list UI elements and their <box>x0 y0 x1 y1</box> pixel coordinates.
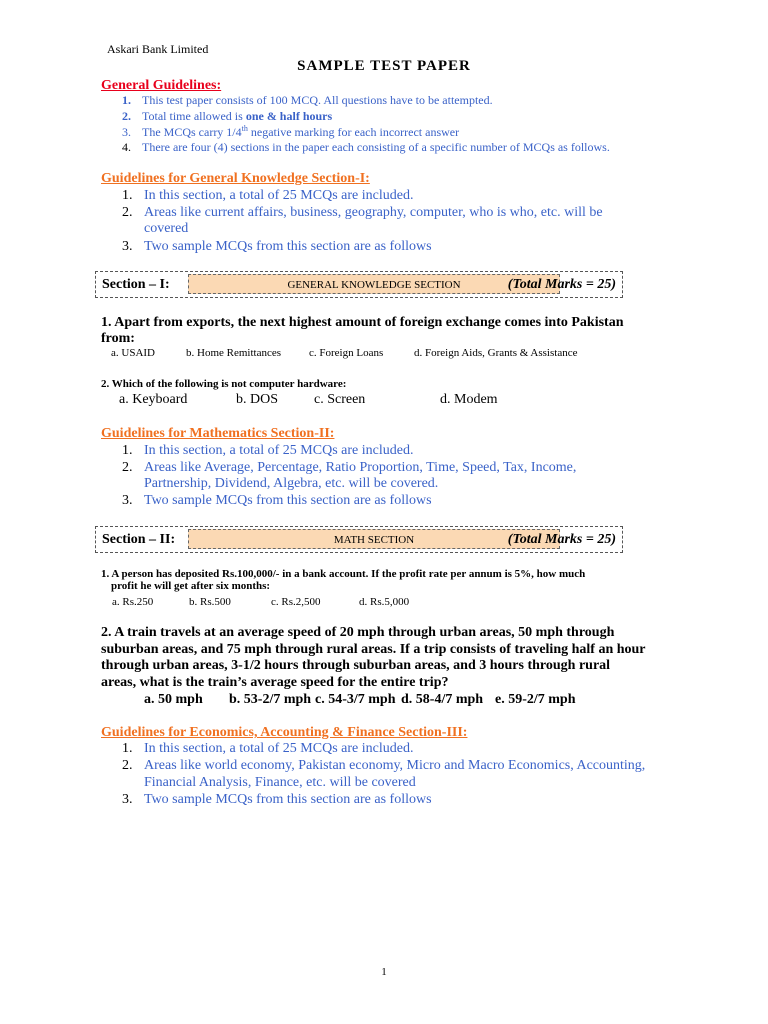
item-text: Two sample MCQs from this section are as follows <box>144 493 432 508</box>
general-guidelines-heading: General Guidelines: <box>101 78 222 93</box>
question-text: 1. Apart from exports, the next highest amount of foreign exchange comes into Pakistan <box>101 315 624 330</box>
question-text: 1. A person has deposited Rs.100,000/- in a bank account. If the profit rate per annum is 5%, how much <box>101 568 586 580</box>
item-number: 1. <box>122 443 133 458</box>
option: a. Rs.250 <box>112 596 154 608</box>
question-text: from: <box>101 331 135 346</box>
list-item <box>122 460 576 476</box>
item-number: 3. <box>122 493 133 508</box>
section-label: Section – I: <box>102 277 170 292</box>
item-number: 3. <box>122 125 131 139</box>
question-text: areas, what is the train’s average speed for the entire trip? <box>101 674 449 690</box>
option: c. Rs.2,500 <box>271 596 321 608</box>
item-text: Areas like current affairs, business, geography, computer, who is who, etc. will be <box>144 205 603 220</box>
option: c. Screen <box>314 392 366 407</box>
gk-question-1 <box>101 315 624 347</box>
item-number: 3. <box>122 239 133 254</box>
item-text: In this section, a total of 25 MCQs are included. <box>144 443 414 458</box>
page-title: SAMPLE TEST PAPER <box>297 58 471 74</box>
item-number: 3. <box>122 792 133 807</box>
section-ii-bar <box>95 526 623 553</box>
item-continuation: Financial Analysis, Finance, etc. will be covered <box>144 775 416 790</box>
item-text: negative marking for each incorrect answer <box>247 125 460 139</box>
item-number: 2. <box>122 460 133 475</box>
option: d. Modem <box>440 392 498 407</box>
list-item <box>122 758 645 774</box>
section-name: MATH SECTION <box>188 529 560 549</box>
item-text: Two sample MCQs from this section are as follows <box>144 239 432 254</box>
item-text: Areas like Average, Percentage, Ratio Proportion, Time, Speed, Tax, Income, <box>144 460 577 475</box>
question-text: 2. A train travels at an average speed of 20 mph through urban areas, 50 mph through <box>101 625 615 640</box>
question-text: through urban areas, 3-1/2 hours through suburban areas, and 3 hours through rural <box>101 658 611 673</box>
list-item <box>122 792 432 808</box>
section-marks: (Total Marks = 25) <box>507 532 616 547</box>
item-text: The MCQs carry 1/4 <box>142 125 242 139</box>
list-item <box>122 140 610 155</box>
math-guidelines-heading: Guidelines for Mathematics Section-II: <box>101 426 335 441</box>
item-text: Areas like world economy, Pakistan economy, Micro and Macro Economics, Accounting, <box>144 758 646 773</box>
item-text: In this section, a total of 25 MCQs are included. <box>144 188 414 203</box>
list-item <box>122 93 493 108</box>
option: b. DOS <box>236 392 279 407</box>
option: a. Keyboard <box>119 392 188 407</box>
item-number: 1. <box>122 188 133 203</box>
list-item <box>122 188 413 204</box>
section-label: Section – II: <box>102 532 176 547</box>
list-item <box>122 124 459 140</box>
option: c. 54-3/7 mph <box>315 692 396 707</box>
option: e. 59-2/7 mph <box>495 692 576 707</box>
math-q1-options <box>112 596 409 608</box>
item-text-bold: one & half hours <box>245 109 333 123</box>
item-text: Total time allowed is <box>142 109 246 123</box>
section-name: GENERAL KNOWLEDGE SECTION <box>188 274 560 294</box>
item-text: This test paper consists of 100 MCQ. All questions have to be attempted. <box>142 93 493 107</box>
option: d. Rs.5,000 <box>359 596 410 608</box>
option: b. Rs.500 <box>189 596 231 608</box>
math-question-2 <box>101 625 646 691</box>
item-continuation: covered <box>144 221 189 236</box>
option: a. USAID <box>111 347 155 359</box>
item-number: 2. <box>122 109 131 123</box>
gk-question-2: 2. Which of the following is not computer hardware: <box>101 378 347 390</box>
item-continuation: Partnership, Dividend, Algebra, etc. will be covered. <box>144 476 439 491</box>
section-marks: (Total Marks = 25) <box>507 277 616 292</box>
item-text: There are four (4) sections in the paper each consisting of a specific number of MCQs as follows. <box>142 140 610 154</box>
item-number: 2. <box>122 205 133 220</box>
bank-name: Askari Bank Limited <box>107 42 209 56</box>
gk-guidelines-heading: Guidelines for General Knowledge Section-I: <box>101 171 370 186</box>
section-i-bar <box>95 271 623 298</box>
option: d. Foreign Aids, Grants & Assistance <box>414 347 578 359</box>
item-number: 1. <box>122 93 131 107</box>
page-number: 1 <box>381 966 387 978</box>
list-item <box>122 741 413 757</box>
econ-guidelines-heading: Guidelines for Economics, Accounting & Finance Section-III: <box>101 725 468 740</box>
item-text: Two sample MCQs from this section are as follows <box>144 792 432 807</box>
list-item <box>122 443 413 459</box>
item-superscript: th <box>241 124 248 133</box>
list-item <box>122 493 432 509</box>
option: b. 53-2/7 mph <box>229 692 312 707</box>
gk-q2-options <box>119 392 498 408</box>
list-item <box>122 109 332 124</box>
option: b. Home Remittances <box>186 347 282 359</box>
question-text: suburban areas, and 75 mph through rural areas. If a trip consists of traveling half an hour <box>101 641 646 657</box>
question-text: profit he will get after six months: <box>111 580 271 592</box>
item-text: In this section, a total of 25 MCQs are included. <box>144 741 414 756</box>
item-number: 1. <box>122 741 133 756</box>
list-item <box>122 205 603 221</box>
option: d. 58-4/7 mph <box>401 692 484 707</box>
math-q2-options <box>144 692 576 708</box>
list-item <box>122 239 432 255</box>
gk-q1-options <box>111 347 577 359</box>
option: a. 50 mph <box>144 692 203 707</box>
item-number: 2. <box>122 758 133 773</box>
item-number: 4. <box>122 140 131 154</box>
math-question-1 <box>101 568 585 592</box>
option: c. Foreign Loans <box>309 347 384 359</box>
